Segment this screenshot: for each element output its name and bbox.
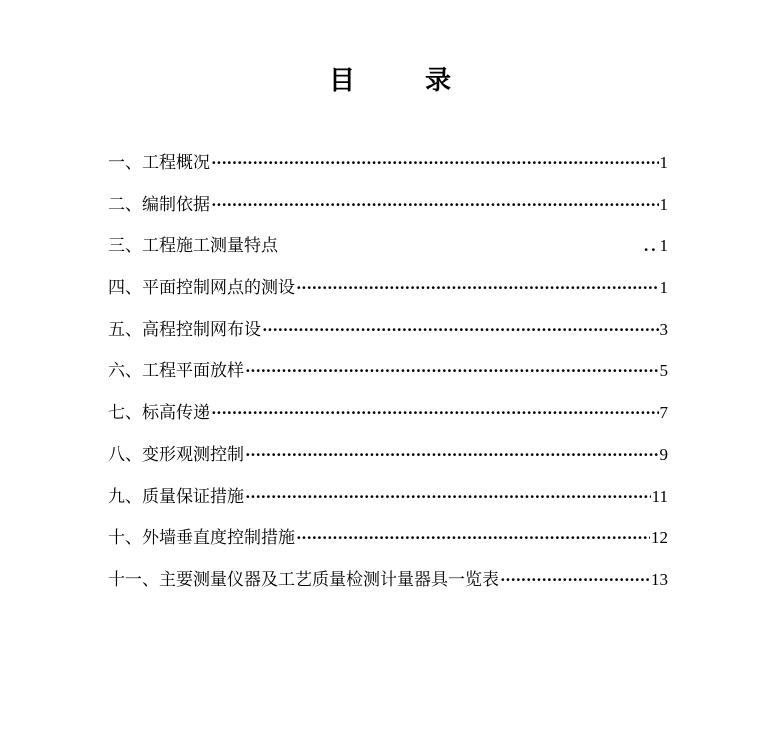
table-of-contents [108,150,668,609]
toc-entry-page: 11 [651,486,668,506]
toc-entry-page: 7 [659,403,668,423]
toc-entry-label: 四、平面控制网点的测设 [108,278,295,299]
toc-entry-page: 3 [659,319,668,339]
toc-entry-page: 9 [659,444,668,464]
toc-entry[interactable] [108,525,668,567]
toc-leader-dots [211,150,659,176]
toc-entry-page: 12 [651,528,668,548]
toc-entry-page: 5 [659,361,668,381]
toc-entry-label: 一、工程概况 [108,153,210,173]
toc-leader-dots [296,525,650,551]
toc-entry-label: 九、质量保证措施 [108,486,244,507]
toc-entry[interactable] [108,567,668,609]
toc-entry-page: 13 [651,569,668,589]
toc-entry-page: 1 [659,194,668,214]
toc-entry-label: 八、变形观测控制 [108,444,244,465]
toc-entry-page: 1 [659,236,668,256]
toc-entry[interactable] [108,442,668,484]
toc-entry-label: 十、外墙垂直度控制措施 [108,528,295,549]
toc-entry[interactable] [108,150,668,192]
toc-entry[interactable] [108,192,668,234]
title-char-1: 目 [328,66,355,96]
toc-leader-dots [296,275,659,301]
title-char-2: 录 [425,66,452,96]
toc-entry[interactable] [108,317,668,359]
toc-leader-dots [211,400,659,426]
page-title [0,60,780,97]
toc-entry-label: 七、标高传递 [108,403,210,424]
toc-leader-dots [211,192,659,218]
toc-entry-label: 二、编制依据 [108,194,210,215]
toc-entry[interactable] [108,233,668,275]
toc-leader-dots [262,317,659,343]
toc-entry-label: 十一、主要测量仪器及工艺质量检测计量器具一览表 [108,569,499,590]
toc-leader-dots [245,358,659,384]
toc-entry-page: 1 [659,153,668,172]
toc-leader-dots [245,442,659,468]
toc-entry-page: 1 [659,278,668,298]
toc-entry[interactable] [108,400,668,442]
toc-entry[interactable] [108,358,668,400]
toc-entry-label: 三、工程施工测量特点 [108,236,278,257]
toc-leader-dots [245,484,651,510]
toc-entry-label: 五、高程控制网布设 [108,319,261,340]
toc-leader-dots [279,233,659,259]
toc-entry[interactable] [108,484,668,526]
toc-leader-dots [500,567,650,593]
toc-entry-label: 六、工程平面放样 [108,361,244,382]
toc-entry[interactable] [108,275,668,317]
